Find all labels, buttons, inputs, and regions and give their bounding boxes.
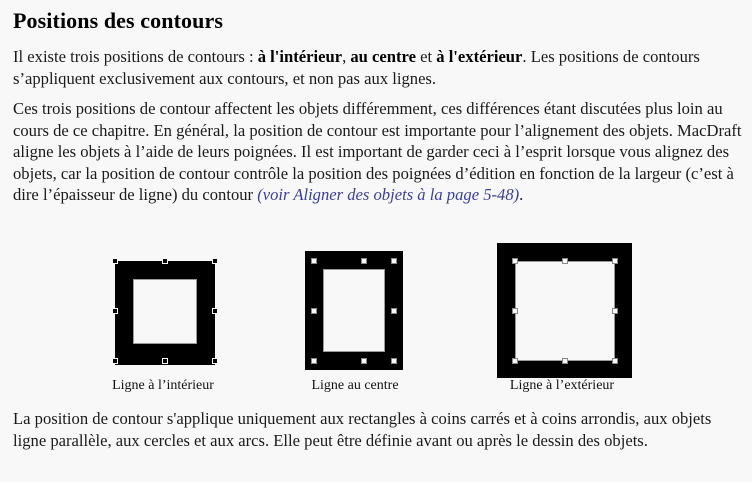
edit-handle-icon[interactable] — [612, 308, 618, 314]
edit-handle-icon[interactable] — [311, 358, 317, 364]
edit-handle-icon[interactable] — [311, 308, 317, 314]
edit-handle-icon[interactable] — [112, 308, 118, 314]
term-center: au centre — [350, 47, 416, 66]
intro-text: Il existe trois positions de contours : — [13, 47, 258, 66]
page-title: Positions des contours — [13, 8, 223, 33]
intro-paragraph — [13, 46, 748, 89]
period: . — [519, 185, 524, 205]
edit-handle-icon[interactable] — [162, 258, 168, 264]
inner-area — [515, 261, 615, 361]
edit-handle-icon[interactable] — [512, 258, 518, 264]
edit-handle-icon[interactable] — [112, 358, 118, 364]
edit-handle-icon[interactable] — [162, 358, 168, 364]
separator: et — [415, 47, 437, 66]
edit-handle-icon[interactable] — [361, 258, 367, 264]
intro-text-end: . Les positions de contours s’appliquent exclusivement aux contours, et non pas aux lignes. — [13, 47, 700, 88]
edit-handle-icon[interactable] — [361, 358, 367, 364]
edit-handle-icon[interactable] — [391, 308, 397, 314]
edit-handle-icon[interactable] — [212, 358, 218, 364]
term-outside: à l'extérieur — [436, 47, 523, 66]
figure-caption: Ligne au centre — [311, 378, 399, 393]
edit-handle-icon[interactable] — [391, 258, 397, 264]
figure-caption: Ligne à l’intérieur — [112, 378, 214, 393]
inner-area — [323, 269, 385, 352]
edit-handle-icon[interactable] — [562, 258, 568, 264]
edit-handle-icon[interactable] — [112, 258, 118, 264]
cross-reference-link[interactable]: (voir Aligner des objets à la page 5-48) — [257, 185, 520, 205]
separator: , — [342, 47, 351, 66]
alignment-text: Ces trois positions de contour affectent les objets différemment, ces différences étant discutées plus loin au cours de ce chapitre. En général, la position de contour est importante pour l’alignement des objets. MacDraft aligne les objets à l’aide de leurs poignées. Il est important de garder ceci à l’esprit lorsque vous alignez des objets, car la position de contour contrôle la position des poignées d’édition en fonction de la largeur (c’est à dire l’épaisseur de ligne) du contour — [13, 99, 742, 205]
edit-handle-icon[interactable] — [391, 358, 397, 364]
edit-handle-icon[interactable] — [612, 358, 618, 364]
applicability-paragraph: La position de contour s'applique uniquement aux rectangles à coins carrés et à coins arrondis, aux objets ligne parallèle, aux cercles et aux arcs. Elle peut être définie avant ou après le dessin des objets. — [13, 409, 712, 450]
edit-handle-icon[interactable] — [212, 258, 218, 264]
edit-handle-icon[interactable] — [612, 258, 618, 264]
edit-handle-icon[interactable] — [512, 308, 518, 314]
figure-caption: Ligne à l’extérieur — [509, 378, 615, 393]
term-inside: à l'intérieur — [257, 47, 343, 66]
edit-handle-icon[interactable] — [311, 258, 317, 264]
edit-handle-icon[interactable] — [562, 358, 568, 364]
edit-handle-icon[interactable] — [212, 308, 218, 314]
edit-handle-icon[interactable] — [512, 358, 518, 364]
inner-area — [133, 279, 197, 344]
alignment-paragraph — [13, 98, 748, 206]
